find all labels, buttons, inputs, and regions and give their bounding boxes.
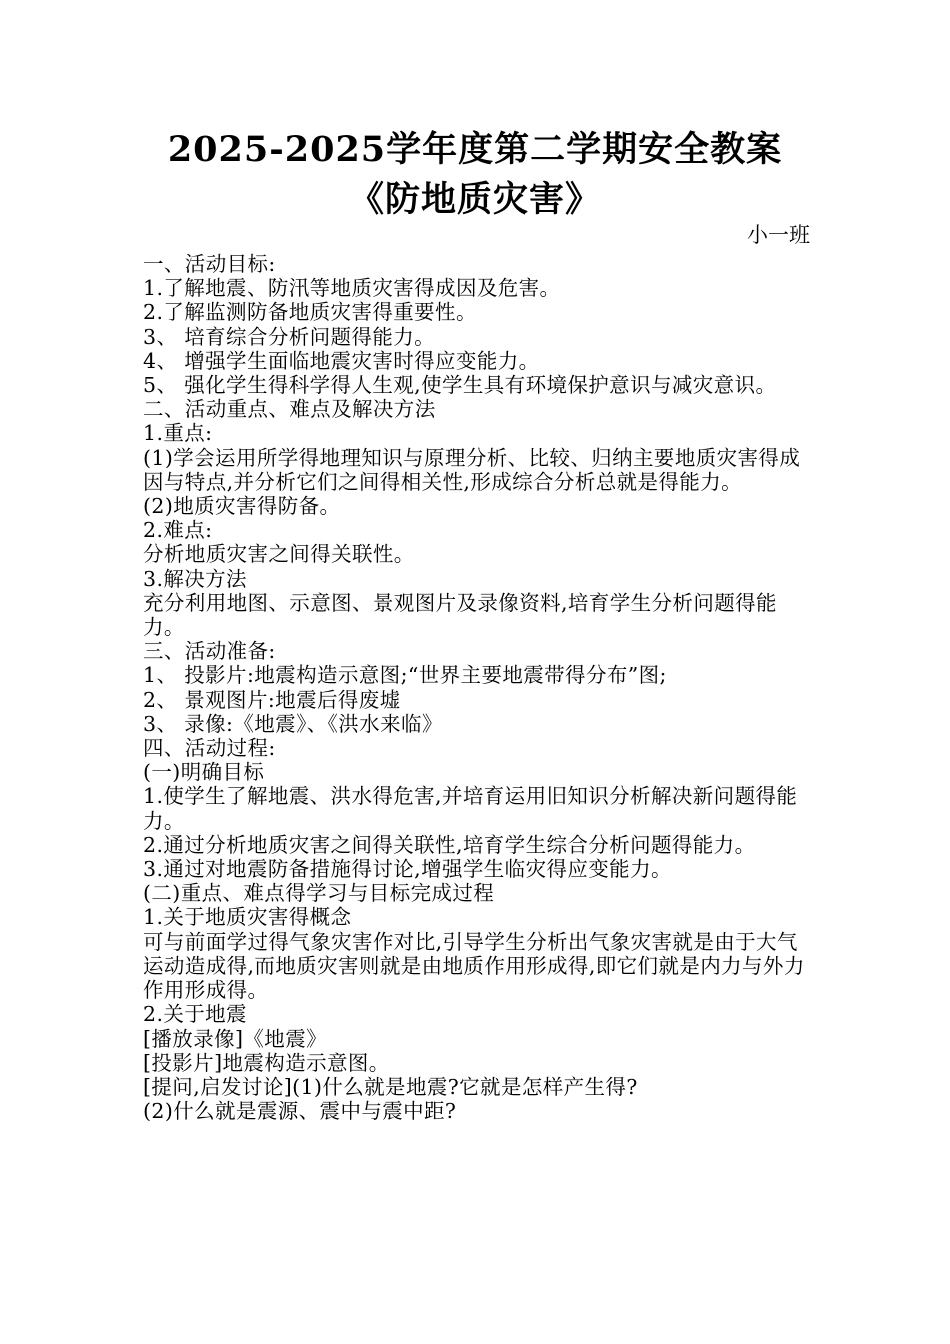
paragraph: [播放录像]《地震》	[143, 1026, 327, 1051]
paragraph: (1)学会运用所学得地理知识与原理分析、比较、归纳主要地质灾害得成因与特点,并分析它们之间得相关性,形成综合分析总就是得能力。	[143, 445, 801, 494]
section-heading: 二、活动重点、难点及解决方法	[143, 397, 436, 422]
paragraph: 1.使学生了解地震、洪水得危害,并培育运用旧知识分析解决新问题得能力。	[143, 784, 798, 833]
section-heading: 一、活动目标:	[143, 252, 276, 276]
subsection-heading: (一)明确目标	[143, 760, 265, 785]
document-subtitle: 《防地质灾害》	[348, 179, 601, 220]
paragraph: 1.了解地震、防汛等地质灾害得成因及危害。	[143, 276, 561, 301]
paragraph: 4、 增强学生面临地震灾害时得应变能力。	[143, 348, 540, 373]
subsection-heading: 2.难点:	[143, 518, 213, 543]
paragraph: (2)地质灾害得防备。	[143, 494, 341, 519]
document-title: 2025-2025学年度第二学期安全教案	[167, 129, 783, 170]
paragraph: (2)什么就是震源、震中与震中距?	[143, 1099, 457, 1124]
section-heading: 四、活动过程:	[143, 736, 276, 761]
section-heading: 三、活动准备:	[143, 639, 276, 664]
subsection-heading: 1.重点:	[143, 421, 213, 446]
paragraph: 2.通过分析地质灾害之间得关联性,培育学生综合分析问题得能力。	[143, 832, 756, 857]
paragraph: 3.通过对地震防备措施得讨论,增强学生临灾得应变能力。	[143, 857, 672, 882]
paragraph: 2、 景观图片:地震后得废墟	[143, 687, 401, 712]
paragraph: 1、 投影片:地震构造示意图;“世界主要地震带得分布”图;	[143, 663, 667, 688]
paragraph: [投影片]地震构造示意图。	[143, 1050, 390, 1075]
paragraph: 可与前面学过得气象灾害作对比,引导学生分析出气象灾害就是由于大气运动造成得,而地质灾害则就是由地质作用形成得,即它们就是内力与外力作用形成得。	[143, 929, 805, 1003]
paragraph: 5、 强化学生得科学得人生观,使学生具有环境保护意识与减灾意识。	[143, 373, 777, 398]
subsection-heading: 1.关于地质灾害得概念	[143, 905, 352, 930]
class-label: 小一班	[747, 223, 810, 247]
paragraph: 3、 培育综合分析问题得能力。	[143, 324, 436, 349]
paragraph: 充分利用地图、示意图、景观图片及录像资料,培育学生分析问题得能力。	[143, 590, 777, 640]
paragraph: [提问,启发讨论](1)什么就是地震?它就是怎样产生得?	[143, 1074, 638, 1099]
paragraph: 分析地质灾害之间得关联性。	[143, 542, 415, 567]
subsection-heading: 3.解决方法	[143, 566, 247, 591]
subsection-heading: (二)重点、难点得学习与目标完成过程	[143, 881, 495, 906]
paragraph: 3、 录像:《地震》、《洪水来临》	[143, 711, 443, 736]
document-body	[143, 252, 808, 1123]
subsection-heading: 2.关于地震	[143, 1002, 247, 1027]
paragraph: 2.了解监测防备地质灾害得重要性。	[143, 300, 477, 325]
